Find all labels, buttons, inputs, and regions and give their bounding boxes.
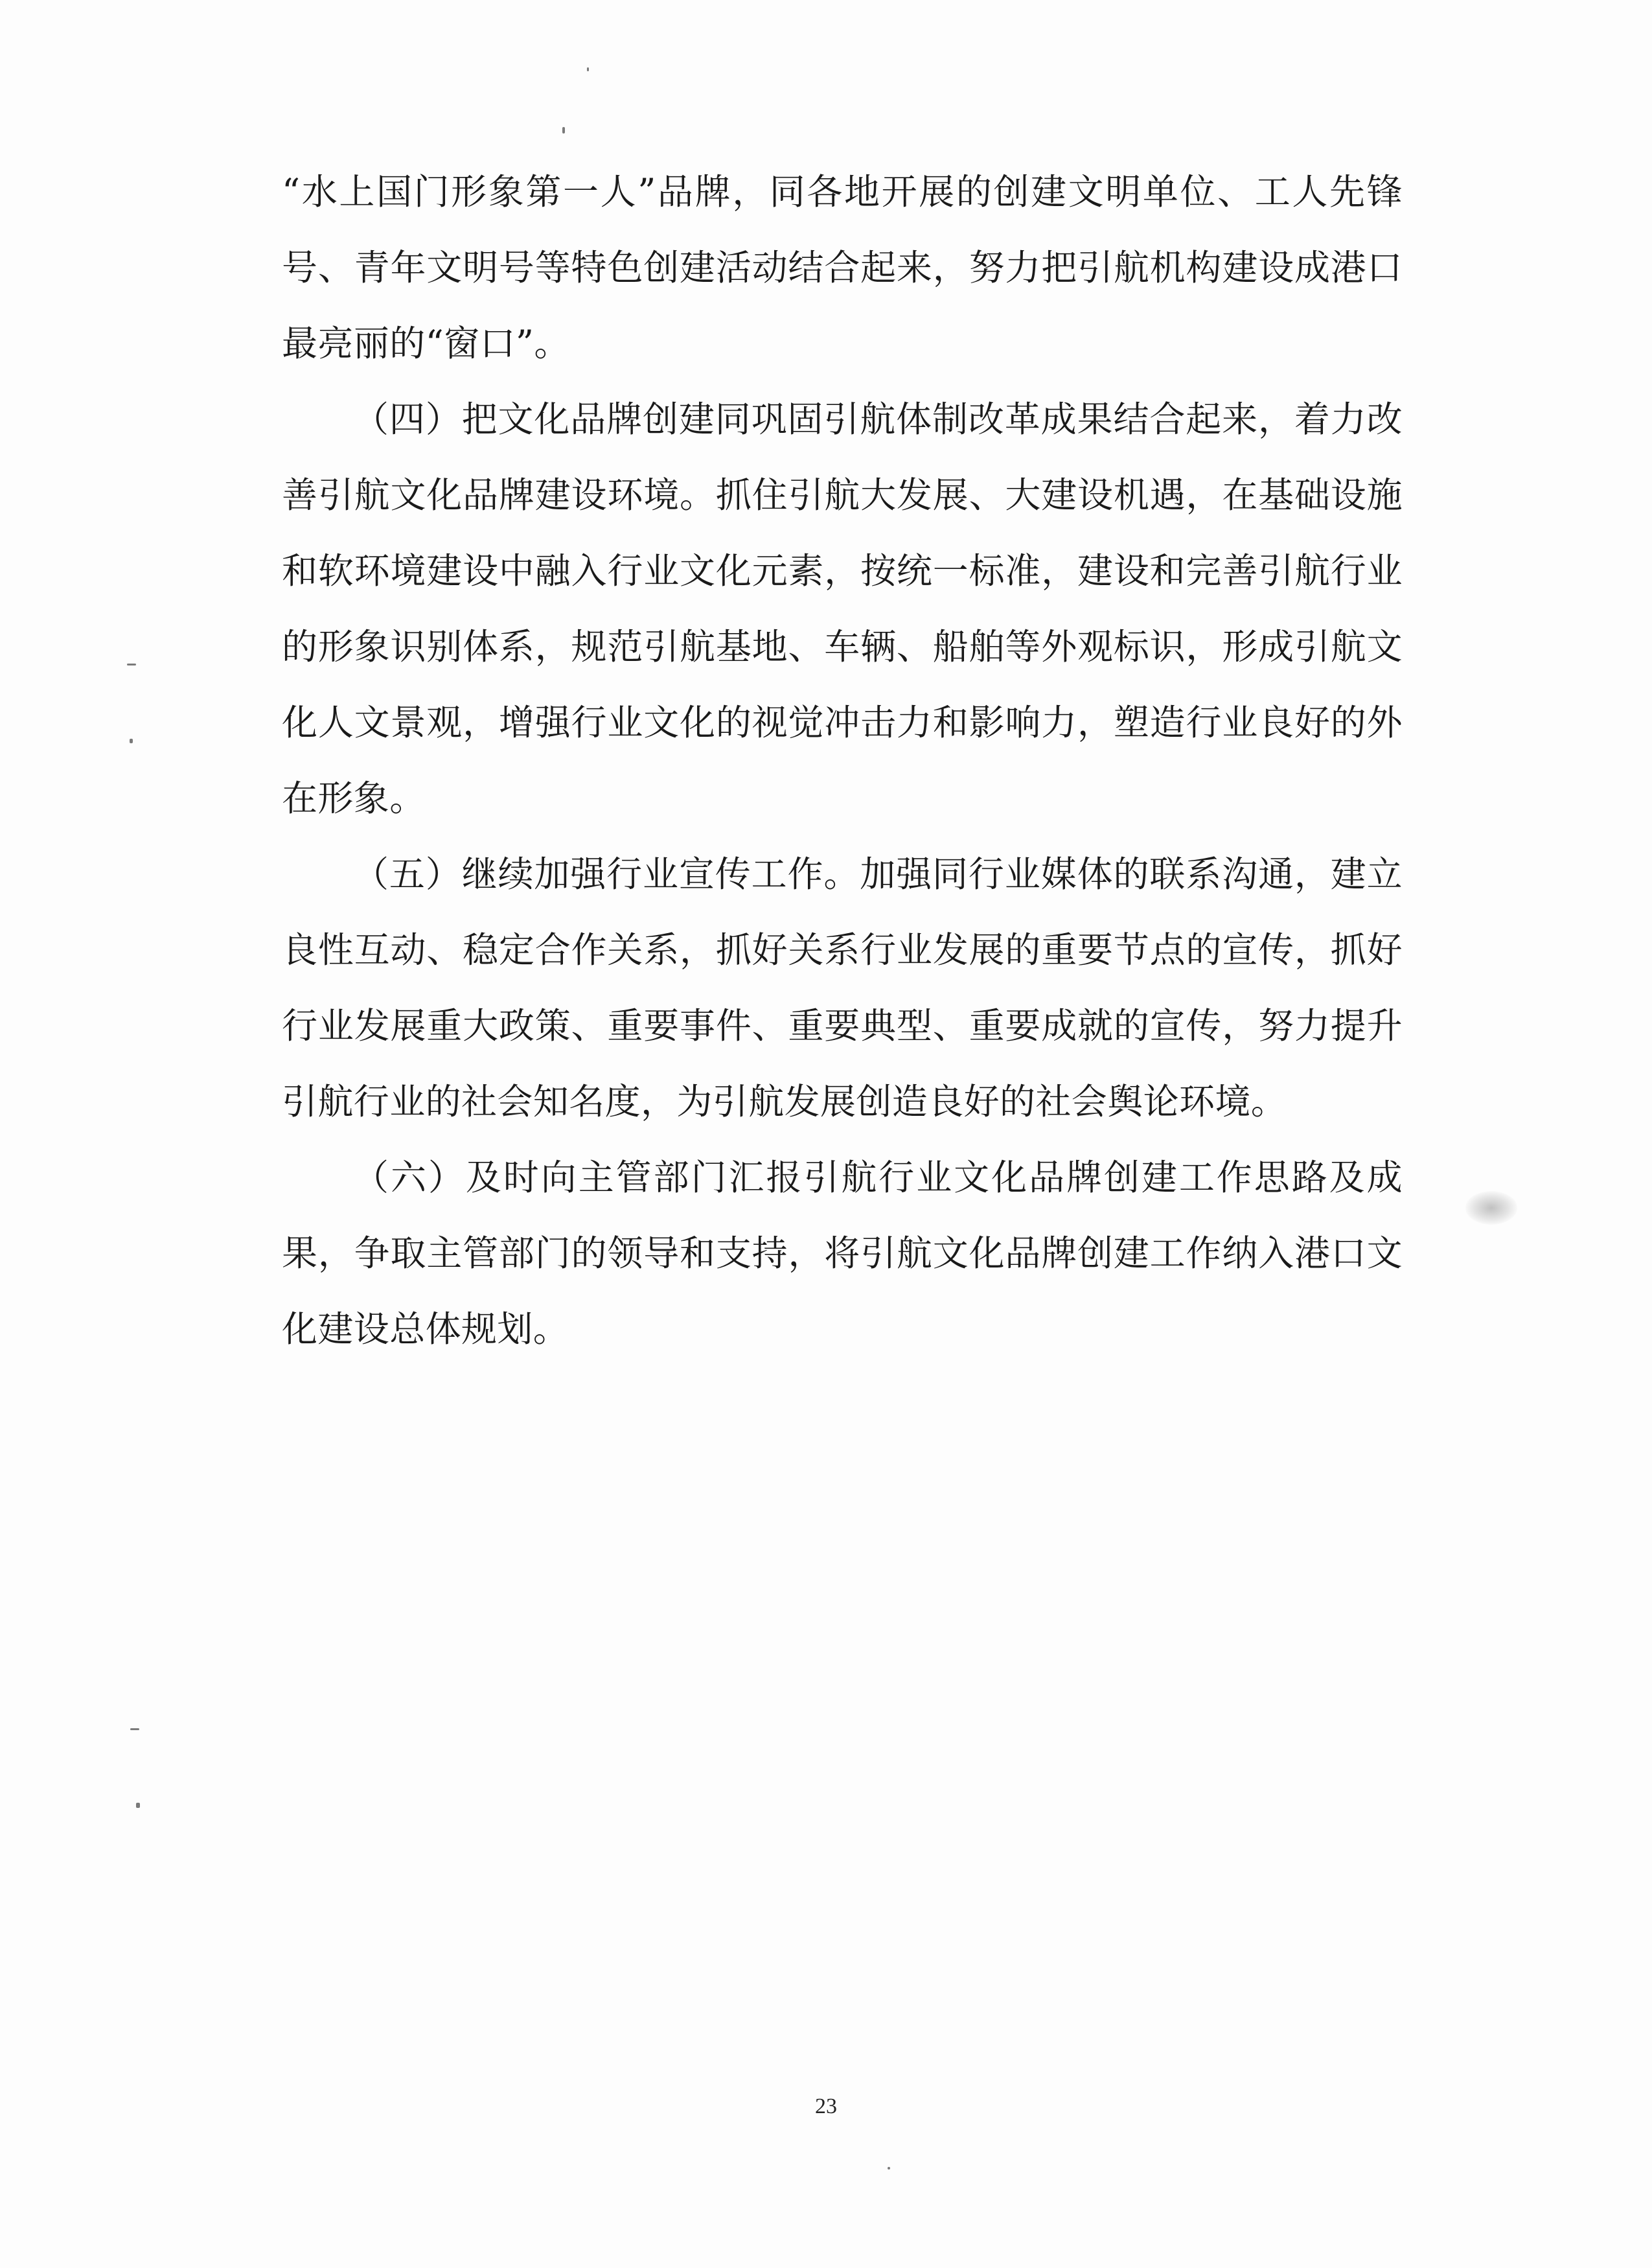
document-body [282, 154, 1403, 1367]
scan-smudge [1465, 1191, 1517, 1225]
page-number: 23 [815, 2094, 837, 2118]
paragraph-five-publicity: （五）继续加强行业宣传工作。加强同行业媒体的联系沟通，建立良性互动、稳定合作关系，抓好关系行业发展的重要节点的宣传，抓好行业发展重大政策、重要事件、重要典型、重要成就的宣传，努力提升引航行业的社会知名度，为引航发展创造良好的社会舆论环境。 [282, 853, 1403, 1122]
paragraph-six-reporting: （六）及时向主管部门汇报引航行业文化品牌创建工作思路及成果，争取主管部门的领导和支持，将引航文化品牌创建工作纳入港口文化建设总体规划。 [282, 1157, 1403, 1350]
paragraph-brand-window: “水上国门形象第一人”品牌，同各地开展的创建文明单位、工人先锋号、青年文明号等特色创建活动结合起来，努力把引航机构建设成港口最亮丽的“窗口”。 [282, 171, 1403, 364]
scan-speck [888, 2167, 890, 2170]
scan-speck [127, 664, 136, 665]
paragraph-four-environment: （四）把文化品牌创建同巩固引航体制改革成果结合起来，着力改善引航文化品牌建设环境。抓住引航大发展、大建设机遇，在基础设施和软环境建设中融入行业文化元素，按统一标准，建设和完善引航行业的形象识别体系，规范引航基地、车辆、船舶等外观标识，形成引航文化人文景观，增强行业文化的视觉冲击力和影响力，塑造行业良好的外在形象。 [282, 399, 1403, 819]
scan-speck [130, 1728, 139, 1730]
scan-speck [136, 1803, 140, 1808]
scan-speck [587, 67, 589, 71]
scan-speck [130, 739, 133, 743]
scan-speck [562, 127, 565, 133]
